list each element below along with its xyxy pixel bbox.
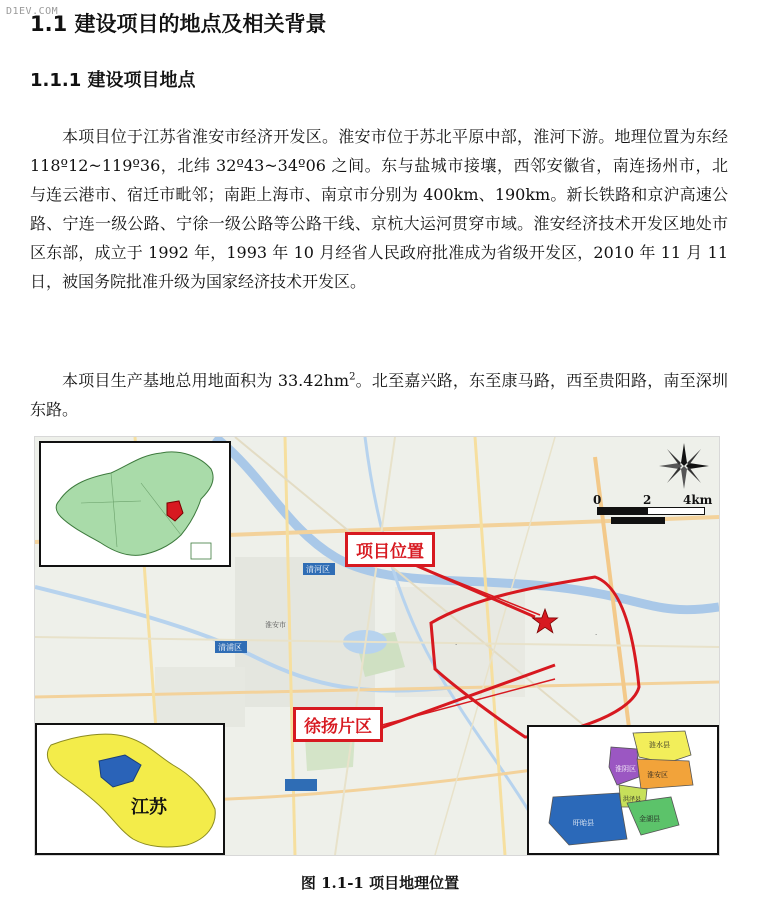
compass-rose-icon xyxy=(655,441,713,491)
area-unit-superscript: 2 xyxy=(349,371,356,383)
label-huaian-district: 淮安区 xyxy=(647,771,668,779)
project-star-icon xyxy=(533,609,558,633)
china-inset-map xyxy=(39,441,231,567)
label-jinhu: 金湖县 xyxy=(639,815,660,823)
subsection-heading: 1.1.1 建设项目地点 xyxy=(30,70,196,91)
svg-text:·: · xyxy=(595,631,598,639)
label-qinghe: 清河区 xyxy=(306,565,330,574)
svg-text:·: · xyxy=(455,641,458,649)
label-huaiyin: 淮阴区 xyxy=(615,765,636,773)
scale-tick-4km: 4km xyxy=(683,493,713,507)
location-map xyxy=(34,436,720,856)
section-heading: 1.1 建设项目的地点及相关背景 xyxy=(30,12,327,36)
xuyang-area-callout: 徐扬片区 xyxy=(293,707,383,742)
site-boundary-text: 。北至嘉兴路，东至康马路，西至贵阳路，南至深圳东路。 xyxy=(30,371,728,419)
figure-caption: 图 1.1-1 项目地理位置 xyxy=(300,874,460,892)
scale-tick-2: 2 xyxy=(643,493,652,507)
jiangsu-outline-icon xyxy=(37,725,223,853)
china-outline-icon xyxy=(41,443,229,565)
paragraph-location: 本项目位于江苏省淮安市经济开发区。淮安市位于苏北平原中部，淮河下游。地理位置为东经 118º12~119º36，北纬 32º43~34º06 之间。东与盐城市接壤，西邻安徽省，南连扬州市，北与连云港市、宿迁市毗邻；南距上海市、南京市分别为 400km、190km。新长铁路和京沪高速公路、宁连一级公路、宁徐一级公路等公路干线、京杭大运河贯穿市域。淮安经济技术开发区地处市区东部，成立于 1992 年，1993 年 10 月经省人民政府批准成为省级开发区，2010 年 11 月 11 日，被国务院批准升级为国家经济技术开发区。 xyxy=(30,127,728,291)
label-xuyi: 盱眙县 xyxy=(573,819,594,827)
scale-tick-0: 0 xyxy=(593,493,602,507)
label-huaian-city: 淮安市 xyxy=(265,621,286,629)
scale-bar xyxy=(593,493,717,529)
huaian-districts-icon xyxy=(529,727,717,853)
paragraph-site-area xyxy=(30,366,728,424)
label-qingpu: 清浦区 xyxy=(218,643,242,652)
jiangsu-inset-map xyxy=(35,723,225,855)
label-lianshui: 涟水县 xyxy=(649,741,670,749)
project-location-callout: 项目位置 xyxy=(345,532,435,567)
huaian-districts-inset-map xyxy=(527,725,719,855)
watermark: D1EV.COM xyxy=(6,6,59,17)
site-area-text: 本项目生产基地总用地面积为 33.42hm xyxy=(62,371,350,390)
jiangsu-label: 江苏 xyxy=(131,797,167,818)
label-hongze: 洪泽县 xyxy=(623,796,642,803)
